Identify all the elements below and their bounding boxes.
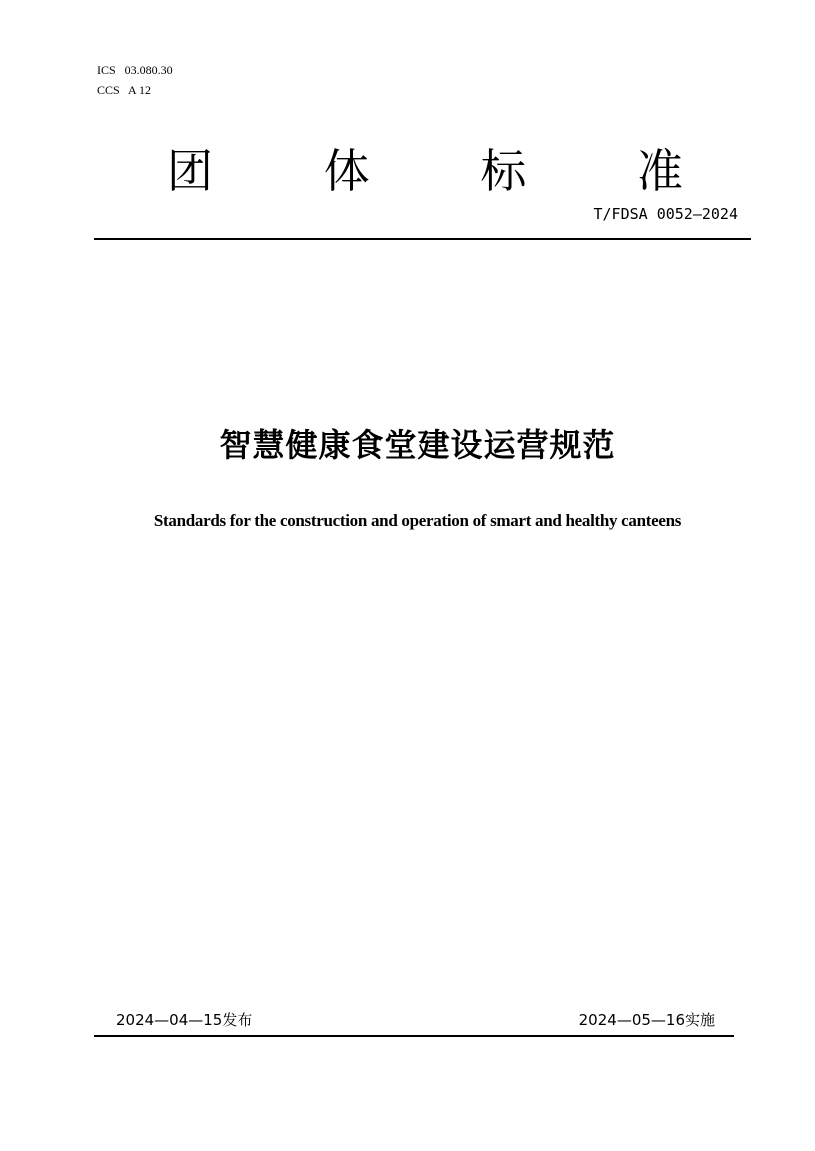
ics-code: ICS 03.080.30 [97,63,173,77]
standard-type-heading [160,138,690,198]
standard-type-char: 体 [323,144,370,198]
document-title-english: Standards for the construction and operation of smart and healthy canteens [153,511,682,530]
standard-type-char: 准 [636,144,683,198]
issue-date: 2024—04—15发布 [116,1011,253,1029]
standard-type-char: 团 [167,144,213,198]
implementation-date: 2024—05—16实施 [578,1011,715,1029]
standard-number: T/FDSA 0052—2024 [593,205,738,223]
standard-type-char: 标 [480,144,527,198]
ccs-code: CCS A 12 [97,83,152,97]
document-title-chinese: 智慧健康食堂建设运营规范 [219,426,616,464]
header-divider [94,238,751,240]
footer-divider [94,1035,734,1037]
classification-codes [97,60,173,100]
